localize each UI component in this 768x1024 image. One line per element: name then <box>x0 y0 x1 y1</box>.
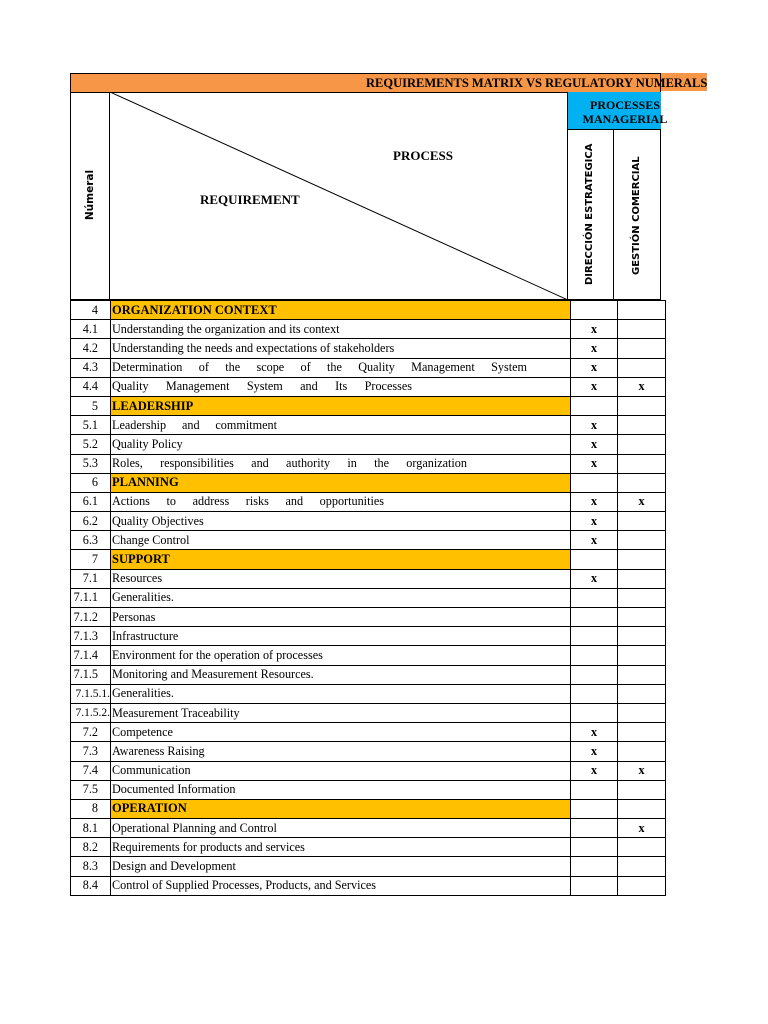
mark-cell-direccion-estrategica <box>571 703 618 722</box>
mark-cell-gestion-comercial <box>618 876 666 895</box>
requirements-matrix-table <box>70 300 666 896</box>
table-row <box>71 512 666 531</box>
numeral-cell: 6 <box>71 473 111 492</box>
numeral-cell: 7.1.2 <box>71 608 111 627</box>
mark-cell-direccion-estrategica <box>571 396 618 415</box>
table-row <box>71 876 666 895</box>
requirement-cell <box>111 377 571 396</box>
mark-cell-direccion-estrategica <box>571 857 618 876</box>
mark-cell-gestion-comercial <box>618 358 666 377</box>
mark-cell-direccion-estrategica: x <box>571 377 618 396</box>
numeral-header-label: Númeral <box>84 169 96 221</box>
mark-cell-direccion-estrategica <box>571 684 618 703</box>
process-requirement-header-cell <box>110 92 568 300</box>
section-title-cell <box>111 799 571 818</box>
mark-cell-direccion-estrategica <box>571 799 618 818</box>
requirement-text: Quality Policy <box>112 436 183 451</box>
mark-cell-direccion-estrategica: x <box>571 320 618 339</box>
table-row <box>71 646 666 665</box>
column-label-direccion-estrategica: DIRECCIÓN ESTRATEGICA <box>584 143 595 285</box>
column-header-direccion-estrategica <box>568 130 614 300</box>
mark-cell-gestion-comercial <box>618 780 666 799</box>
section-row <box>71 473 666 492</box>
numeral-cell: 7.1.5 <box>71 665 111 684</box>
requirement-text: Personas <box>112 609 156 624</box>
table-row <box>71 358 666 377</box>
mark-cell-direccion-estrategica: x <box>571 435 618 454</box>
mark-cell-direccion-estrategica: x <box>571 454 618 473</box>
requirement-cell <box>111 876 571 895</box>
numeral-cell: 7.1.4 <box>71 646 111 665</box>
table-row <box>71 608 666 627</box>
mark-cell-gestion-comercial: x <box>618 377 666 396</box>
table-row <box>71 492 666 511</box>
mark-cell-direccion-estrategica: x <box>571 531 618 550</box>
requirement-cell <box>111 569 571 588</box>
requirement-text: Operational Planning and Control <box>112 820 277 835</box>
mark-cell-direccion-estrategica <box>571 876 618 895</box>
numeral-cell: 7.1.5.2. <box>71 703 111 722</box>
mark-cell-gestion-comercial <box>618 703 666 722</box>
requirement-text: Control of Supplied Processes, Products, and Services <box>112 878 377 893</box>
mark-cell-direccion-estrategica: x <box>571 569 618 588</box>
requirement-cell <box>111 608 571 627</box>
requirement-text: Leadership and commitment <box>112 417 277 432</box>
numeral-cell: 7.4 <box>71 761 111 780</box>
numeral-cell: 6.3 <box>71 531 111 550</box>
mark-cell-direccion-estrategica: x <box>571 416 618 435</box>
mark-cell-gestion-comercial: x <box>618 819 666 838</box>
table-row <box>71 780 666 799</box>
mark-cell-gestion-comercial: x <box>618 761 666 780</box>
requirement-cell <box>111 723 571 742</box>
mark-cell-direccion-estrategica <box>571 473 618 492</box>
requirement-cell <box>111 742 571 761</box>
process-group-label: PROCESSES MANAGERIAL <box>582 98 668 126</box>
table-row <box>71 339 666 358</box>
numeral-cell: 8 <box>71 799 111 818</box>
numeral-cell: 8.1 <box>71 819 111 838</box>
mark-cell-direccion-estrategica: x <box>571 339 618 358</box>
requirement-text: Documented Information <box>112 782 236 797</box>
requirement-cell <box>111 627 571 646</box>
requirement-text: Communication <box>112 763 191 778</box>
mark-cell-gestion-comercial <box>618 608 666 627</box>
numeral-cell: 7.1.1 <box>71 588 111 607</box>
numeral-cell: 6.1 <box>71 492 111 511</box>
requirement-text: SUPPORT <box>112 552 170 567</box>
requirement-text: Design and Development <box>112 859 236 874</box>
table-row <box>71 761 666 780</box>
diagonal-divider <box>110 92 568 300</box>
mark-cell-gestion-comercial: x <box>618 492 666 511</box>
table-row <box>71 435 666 454</box>
table-row <box>71 377 666 396</box>
requirement-cell <box>111 838 571 857</box>
requirement-text: Change Control <box>112 532 190 547</box>
table-row <box>71 742 666 761</box>
requirement-text: Quality Management System and Its Processes <box>112 379 412 394</box>
numeral-cell: 5.2 <box>71 435 111 454</box>
numeral-cell: 4.4 <box>71 377 111 396</box>
numeral-cell: 8.2 <box>71 838 111 857</box>
mark-cell-gestion-comercial <box>618 435 666 454</box>
numeral-cell: 7.2 <box>71 723 111 742</box>
requirement-label: REQUIREMENT <box>200 192 300 207</box>
table-row <box>71 416 666 435</box>
mark-cell-direccion-estrategica: x <box>571 492 618 511</box>
requirement-cell <box>111 492 571 511</box>
table-row <box>71 320 666 339</box>
mark-cell-gestion-comercial <box>618 473 666 492</box>
mark-cell-gestion-comercial <box>618 799 666 818</box>
table-row <box>71 627 666 646</box>
mark-cell-direccion-estrategica: x <box>571 742 618 761</box>
numeral-cell: 7.3 <box>71 742 111 761</box>
section-title-cell <box>111 396 571 415</box>
requirement-text: Environment for the operation of processes <box>112 647 323 662</box>
column-label-gestion-comercial: GESTIÓN COMERCIAL <box>631 156 642 275</box>
numeral-cell: 7.1 <box>71 569 111 588</box>
mark-cell-gestion-comercial <box>618 646 666 665</box>
requirement-text: Quality Objectives <box>112 513 204 528</box>
section-row <box>71 550 666 569</box>
requirement-text: OPERATION <box>112 801 187 816</box>
mark-cell-direccion-estrategica <box>571 646 618 665</box>
requirement-text: Infrastructure <box>112 628 179 643</box>
page-title: REQUIREMENTS MATRIX VS REGULATORY NUMERALS <box>366 76 708 90</box>
mark-cell-gestion-comercial <box>618 627 666 646</box>
mark-cell-gestion-comercial <box>618 569 666 588</box>
mark-cell-gestion-comercial <box>618 416 666 435</box>
mark-cell-direccion-estrategica <box>571 780 618 799</box>
numeral-cell: 7.1.3 <box>71 627 111 646</box>
mark-cell-direccion-estrategica <box>571 819 618 838</box>
mark-cell-gestion-comercial <box>618 396 666 415</box>
requirement-text: Competence <box>112 724 173 739</box>
process-label: PROCESS <box>393 148 453 163</box>
table-row <box>71 857 666 876</box>
requirement-cell <box>111 819 571 838</box>
table-row <box>71 684 666 703</box>
requirement-cell <box>111 320 571 339</box>
numeral-cell: 4 <box>71 301 111 320</box>
table-row <box>71 819 666 838</box>
table-row <box>71 531 666 550</box>
mark-cell-gestion-comercial <box>618 857 666 876</box>
mark-cell-direccion-estrategica: x <box>571 723 618 742</box>
mark-cell-direccion-estrategica <box>571 838 618 857</box>
section-row <box>71 799 666 818</box>
mark-cell-direccion-estrategica: x <box>571 512 618 531</box>
requirement-text: Generalities. <box>112 686 174 701</box>
mark-cell-gestion-comercial <box>618 723 666 742</box>
requirement-cell <box>111 358 571 377</box>
requirement-text: Generalities. <box>112 590 174 605</box>
requirement-cell <box>111 684 571 703</box>
requirement-cell <box>111 857 571 876</box>
mark-cell-direccion-estrategica <box>571 301 618 320</box>
requirement-cell <box>111 665 571 684</box>
requirement-cell <box>111 646 571 665</box>
numeral-cell: 8.4 <box>71 876 111 895</box>
mark-cell-direccion-estrategica <box>571 588 618 607</box>
table-row <box>71 703 666 722</box>
requirement-text: ORGANIZATION CONTEXT <box>112 302 277 317</box>
requirement-text: Actions to address risks and opportunities <box>112 494 384 509</box>
requirement-text: Resources <box>112 571 163 586</box>
mark-cell-gestion-comercial <box>618 588 666 607</box>
mark-cell-gestion-comercial <box>618 550 666 569</box>
mark-cell-gestion-comercial <box>618 665 666 684</box>
requirement-cell <box>111 454 571 473</box>
mark-cell-direccion-estrategica: x <box>571 358 618 377</box>
mark-cell-gestion-comercial <box>618 684 666 703</box>
numeral-cell: 7.5 <box>71 780 111 799</box>
requirement-cell <box>111 339 571 358</box>
table-row <box>71 838 666 857</box>
mark-cell-gestion-comercial <box>618 454 666 473</box>
numeral-cell: 4.1 <box>71 320 111 339</box>
table-row <box>71 723 666 742</box>
table-row <box>71 454 666 473</box>
requirement-cell <box>111 761 571 780</box>
table-row <box>71 569 666 588</box>
requirement-text: Understanding the organization and its context <box>112 321 340 336</box>
requirement-cell <box>111 512 571 531</box>
requirement-text: PLANNING <box>112 475 179 490</box>
mark-cell-direccion-estrategica <box>571 550 618 569</box>
numeral-cell: 6.2 <box>71 512 111 531</box>
mark-cell-gestion-comercial <box>618 512 666 531</box>
mark-cell-direccion-estrategica <box>571 627 618 646</box>
requirement-cell <box>111 435 571 454</box>
requirement-text: Determination of the scope of the Quality Management System <box>112 360 527 375</box>
numeral-cell: 5.3 <box>71 454 111 473</box>
numeral-cell: 5.1 <box>71 416 111 435</box>
requirement-cell <box>111 703 571 722</box>
numeral-cell: 4.2 <box>71 339 111 358</box>
column-header-gestion-comercial <box>614 130 661 300</box>
requirement-text: LEADERSHIP <box>112 398 194 413</box>
requirement-cell <box>111 780 571 799</box>
requirement-text: Measurement Traceability <box>112 705 240 720</box>
section-title-cell <box>111 550 571 569</box>
requirement-text: Understanding the needs and expectations of stakeholders <box>112 340 395 355</box>
mark-cell-gestion-comercial <box>618 339 666 358</box>
section-title-cell <box>111 473 571 492</box>
numeral-cell: 7 <box>71 550 111 569</box>
numeral-cell: 4.3 <box>71 358 111 377</box>
mark-cell-gestion-comercial <box>618 301 666 320</box>
requirement-text: Awareness Raising <box>112 743 205 758</box>
numeral-cell: 8.3 <box>71 857 111 876</box>
requirement-text: Requirements for products and services <box>112 839 305 854</box>
table-row <box>71 588 666 607</box>
requirement-text: Roles, responsibilities and authority in the organization <box>112 456 467 471</box>
section-row <box>71 396 666 415</box>
mark-cell-direccion-estrategica <box>571 665 618 684</box>
numeral-cell: 5 <box>71 396 111 415</box>
mark-cell-gestion-comercial <box>618 742 666 761</box>
numeral-cell: 7.1.5.1. <box>71 684 111 703</box>
requirement-cell <box>111 588 571 607</box>
mark-cell-gestion-comercial <box>618 838 666 857</box>
requirement-cell <box>111 416 571 435</box>
section-row <box>71 301 666 320</box>
table-row <box>71 665 666 684</box>
mark-cell-gestion-comercial <box>618 320 666 339</box>
section-title-cell <box>111 301 571 320</box>
mark-cell-direccion-estrategica: x <box>571 761 618 780</box>
mark-cell-gestion-comercial <box>618 531 666 550</box>
mark-cell-direccion-estrategica <box>571 608 618 627</box>
requirement-cell <box>111 531 571 550</box>
requirement-text: Monitoring and Measurement Resources. <box>112 667 314 682</box>
